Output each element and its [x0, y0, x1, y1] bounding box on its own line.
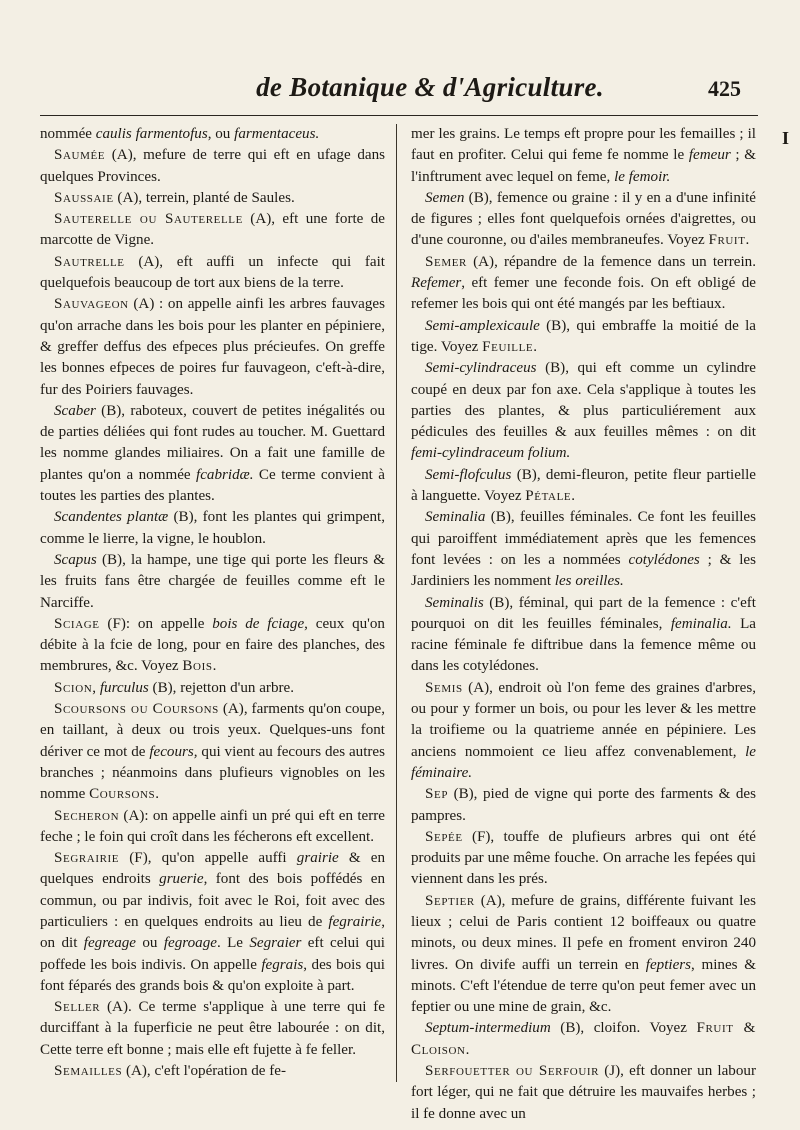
headword: Scapus: [54, 551, 97, 568]
entry-sciage: Sciage (F): on appelle bois de fciage, ceux qu'on débite à la fcie de long, pour en faire des planches, des membrures, &c. Voyez Bois.: [40, 615, 385, 675]
entry-sauvageon: Sauvageon (A) : on appelle ainfi les arbres fauvages qu'on arrache dans les bois pour les planter en pépiniere, & greffer deffus des efpeces plus précieufes. On greffe les bonnes efpeces de poires fur fauvageon, c'eft-à-dire, fur des Poiriers fauvages.: [40, 296, 385, 398]
column-divider: [396, 124, 397, 1082]
entry-sautrelle: Sautrelle (A), eft auffi un infecte qui fait quelquefois beaucoup de tort aux biens de la terre.: [40, 253, 385, 292]
entry-scion: Scion, furculus (B), rejetton d'un arbre.: [54, 679, 294, 696]
entry-semer: Semer (A), répandre de la femence dans un terrein. Refemer, eft femer une feconde fois. On eft obligé de refemer les bois qui ont été mangés par les beftiaux.: [411, 253, 756, 313]
entry-paragraph: mer les grains. Le temps eft propre pour les femailles ; il faut en profiter. Celui qui feme fe nomme le femeur ; & l'inftrument avec lequel on feme, le femoir.: [411, 126, 757, 185]
entry-semen: Semen (B), femence ou graine : il y en a d'une infinité de figures ; elles font quelquefois ornées d'aigrettes, ou d'une couronne, ou d'ailes membraneufes. Voyez Fruit.: [411, 189, 756, 249]
headword: Semer: [425, 253, 467, 270]
entry-serfouetter: Serfouetter ou Serfouir (J), eft donner un labour fort léger, qui ne fait que détruire les mauvaifes herbes ; il fe donne avec un: [411, 1063, 756, 1122]
entry-saumee: Saumée (A), mefure de terre qui eft en ufage dans quelques Provinces.: [40, 147, 385, 185]
headword: Seller: [54, 999, 101, 1016]
left-column: [40, 124, 385, 1082]
headword: Seminalis: [425, 594, 484, 611]
headword: Semi-amplexicaule: [425, 317, 540, 334]
headword: Sepée: [425, 828, 463, 845]
entry-sauterelle: Sauterelle ou Sauterelle (A), eft une forte de marcotte de Vigne.: [40, 211, 385, 249]
entry-scandentes: Scandentes plantæ (B), font les plantes qui grimpent, comme le lierre, la vigne, le houblon.: [40, 509, 385, 547]
headword: Sautrelle: [54, 253, 125, 270]
headword: Scoursons ou Coursons: [54, 701, 219, 718]
entry-saussaie: Saussaie (A), terrein, planté de Saules.: [54, 189, 295, 206]
right-column: [411, 124, 756, 1125]
entry-scapus: Scapus (B), la hampe, une tige qui porte les fleurs & les fruits fans être chargée de feuilles comme eft le Narciffe.: [40, 551, 385, 611]
entry-semi-flosculus: Semi-flofculus (B), demi-fleuron, petite fleur partielle à languette. Voyez Pétale.: [411, 466, 756, 505]
entry-sepee: Sepée (F), touffe de plufieurs arbres qui ont été produits par une même fouche. On arrache les fepées qui viennent dans les prés.: [411, 828, 756, 888]
headword: Saussaie: [54, 189, 114, 206]
header-rule: [40, 115, 758, 116]
headword: Scandentes plantæ: [54, 509, 169, 526]
entry-semis: Semis (A), endroit où l'on feme des graines d'arbres, ou pour y former un bois, ou pour les lever & les mettre la troifieme ou la quatrieme année en pépiniere. Les anciens nommoient ce lieu affez convenablement, le féminaire.: [411, 679, 756, 781]
headword: Semen: [425, 189, 465, 206]
headword: Seminalia: [425, 509, 486, 526]
headword: Semailles: [54, 1063, 123, 1080]
headword: Scion: [54, 679, 93, 696]
headword: Semi-flofculus: [425, 466, 512, 483]
entry-semi-cylindraceus: Semi-cylindraceus (B), qui eft comme un cylindre coupé en deux par fon axe. Cela s'applique à toutes les parties des plantes, & plus particuliérement aux pédicules des feuilles & aux feuilles mêmes : on dit femi-cylindraceum folium.: [411, 360, 756, 462]
headword: Sciage: [54, 615, 100, 632]
headword: Septum-intermedium: [425, 1020, 551, 1037]
entry-sep: Sep (B), pied de vigne qui porte des farments & des pampres.: [411, 786, 756, 824]
entry-scaber: Scaber (B), raboteux, couvert de petites inégalités ou de parties déliées qui font rudes au toucher. M. Guettard les nomme glandes miliaires. On a fait une famille de plantes qu'on a nommée fcabridæ. Ce terme convient à toutes les parties des plantes.: [40, 402, 385, 505]
headword: Segrairie: [54, 850, 120, 867]
entry-septum: Septum-intermedium (B), cloifon. Voyez Fruit & Cloison.: [411, 1020, 756, 1058]
entry-septier: Septier (A), mefure de grains, différente fuivant les lieux ; celui de Paris contient 12 boiffeaux ou quatre minots, ou deux mines. Il pefe en froment environ 240 livres. On divife auffi un terrein en feptiers, mines & minots. C'eft l'étendue de terre qu'on peut femer avec un feptier ou une mine de grain, &c.: [411, 892, 756, 1016]
headword: Septier: [425, 892, 475, 909]
headword: Semis: [425, 679, 463, 696]
headword: Semi-cylindraceus: [425, 360, 537, 377]
entry-paragraph: nommée caulis farmentofus, ou farmentaceus.: [40, 126, 320, 142]
entry-secheron: Secheron (A): on appelle ainfi un pré qui eft en terre feche ; le foin qui croît dans les fécherons eft excellent.: [40, 807, 385, 845]
page-title: de Botanique & d'Agriculture.: [256, 72, 604, 102]
headword: Sep: [425, 786, 449, 803]
entry-seller: Seller (A). Ce terme s'applique à une terre qui fe durciffant à la fuperficie ne peut être labourée : on dit, Cette terre eft bonne ; mais elle eft fujette à fe feller.: [40, 999, 385, 1058]
edge-mark: I: [782, 128, 790, 148]
entry-scoursons: Scoursons ou Coursons (A), farments qu'on coupe, en taillant, à deux ou trois yeux. Quelques-uns font dériver ce mot de fecours, qui vient au fecours des autres branches ; néanmoins dans plufieurs vignobles on les nomme Coursons.: [40, 701, 385, 803]
headword: Secheron: [54, 807, 120, 824]
headword: Scaber: [54, 402, 96, 419]
entry-seminalis: Seminalis (B), féminal, qui part de la femence : c'eft pourquoi on dit les feuilles féminales, feminalia. La racine féminale fe diftribue dans la femence même ou dans les cotylédones.: [411, 594, 756, 675]
headword: Saumée: [54, 147, 106, 164]
headword: Sauvageon: [54, 296, 129, 313]
entry-seminalia: Seminalia (B), feuilles féminales. Ce font les feuilles qui paroiffent immédiatement après que les femences font levées : on les a nommées cotylédones ; & les Jardiniers les nomment les oreilles.: [411, 509, 756, 590]
headword: Serfouetter ou Serfouir: [425, 1063, 600, 1080]
entry-semailles: Semailles (A), c'eft l'opération de fe-: [54, 1063, 287, 1080]
headword: Sauterelle ou Sauterelle: [54, 211, 243, 228]
entry-segrairie: Segrairie (F), qu'on appelle auffi grairie & en quelques endroits gruerie, font des bois poffédés en commun, ou par indivis, foit avec le Roi, foit avec des particuliers : en quelques endroits au lieu de fegrairie, on dit fegreage ou fegroage. Le Segraier eft celui qui poffede les bois indivis. On appelle fegrais, des bois qui font féparés des grands bois & qu'on exploite à part.: [40, 850, 386, 994]
entry-semi-amplexicaule: Semi-amplexicaule (B), qui embraffe la moitié de la tige. Voyez Feuille.: [411, 317, 756, 355]
page-number: 425: [708, 76, 741, 101]
